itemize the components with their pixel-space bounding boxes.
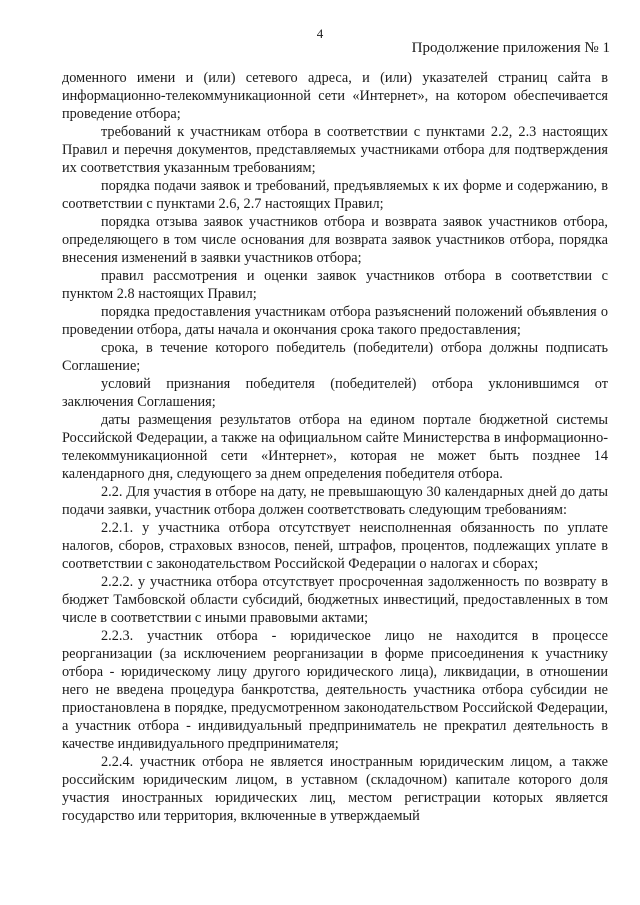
document-body bbox=[62, 69, 608, 825]
paragraph-results-publication: даты размещения результатов отбора на едином портале бюджетной системы Российской Федерации, а также на официальном сайте Министерства в информационно-телекоммуникационной сети «Интернет», которая не может быть позднее 14 календарного дня, следующего за днем определения победителя отбора. bbox=[62, 412, 608, 482]
paragraph-2-2-1: 2.2.1. у участника отбора отсутствует неисполненная обязанность по уплате налогов, сборов, страховых взносов, пеней, штрафов, процентов, подлежащих уплате в соответствии с законодательством Российской Федерации о налогах и сборах; bbox=[62, 520, 608, 572]
paragraph-2-2-2: 2.2.2. у участника отбора отсутствует просроченная задолженность по возврату в бюджет Тамбовской области субсидий, бюджетных инвестиций, предоставленных в том числе в соответствии с иными правовыми актами; bbox=[62, 574, 608, 626]
paragraph-evasion-conditions: условий признания победителя (победителей) отбора уклонившимся от заключения Соглашения; bbox=[62, 376, 608, 410]
paragraph-evaluation-rules: правил рассмотрения и оценки заявок участников отбора в соответствии с пунктом 2.8 настоящих Правил; bbox=[62, 268, 608, 302]
paragraph-agreement-deadline: срока, в течение которого победитель (победители) отбора должны подписать Соглашение; bbox=[62, 340, 608, 374]
paragraph-clarifications: порядка предоставления участникам отбора разъяснений положений объявления о проведении отбора, даты начала и окончания срока такого предоставления; bbox=[62, 304, 608, 338]
paragraph-domain-name: доменного имени и (или) сетевого адреса, и (или) указателей страниц сайта в информационно-телекоммуникационной сети «Интернет», на котором обеспечивается проведение отбора; bbox=[62, 70, 608, 122]
paragraph-2-2: 2.2. Для участия в отборе на дату, не превышающую 30 календарных дней до даты подачи заявки, участник отбора должен соответствовать следующим требованиям: bbox=[62, 484, 608, 518]
paragraph-participant-requirements: требований к участникам отбора в соответствии с пунктами 2.2, 2.3 настоящих Правил и перечня документов, представляемых участниками отбора для подтверждения их соответствия указанным требованиям; bbox=[62, 124, 608, 176]
paragraph-2-2-3: 2.2.3. участник отбора - юридическое лицо не находится в процессе реорганизации (за исключением реорганизации в форме присоединения к участнику отбора - юридическому лицу другого юридического лица), ликвидации, в отношении него не введена процедура банкротства, деятельность участника отбора субсидии не приостановлена в порядке, предусмотренном законодательством Российской Федерации, а участник отбора - индивидуальный предприниматель не прекратил деятельность в качестве индивидуального предпринимателя; bbox=[62, 628, 608, 752]
paragraph-withdrawal-procedure: порядка отзыва заявок участников отбора и возврата заявок участников отбора, определяющего в том числе основания для возврата заявок участников отбора, порядка внесения изменений в заявки участников отбора; bbox=[62, 214, 608, 266]
paragraph-submission-procedure: порядка подачи заявок и требований, предъявляемых к их форме и содержанию, в соответствии с пунктами 2.6, 2.7 настоящих Правил; bbox=[62, 178, 608, 212]
paragraph-2-2-4: 2.2.4. участник отбора не является иностранным юридическим лицом, а также российским юридическим лицом, в уставном (складочном) капитале которого доля участия иностранных юридических лиц, местом регистрации которых является государство или территория, включенные в утверждаемый bbox=[62, 754, 608, 824]
appendix-continuation-note: Продолжение приложения № 1 bbox=[411, 40, 610, 56]
page-number: 4 bbox=[316, 26, 324, 41]
